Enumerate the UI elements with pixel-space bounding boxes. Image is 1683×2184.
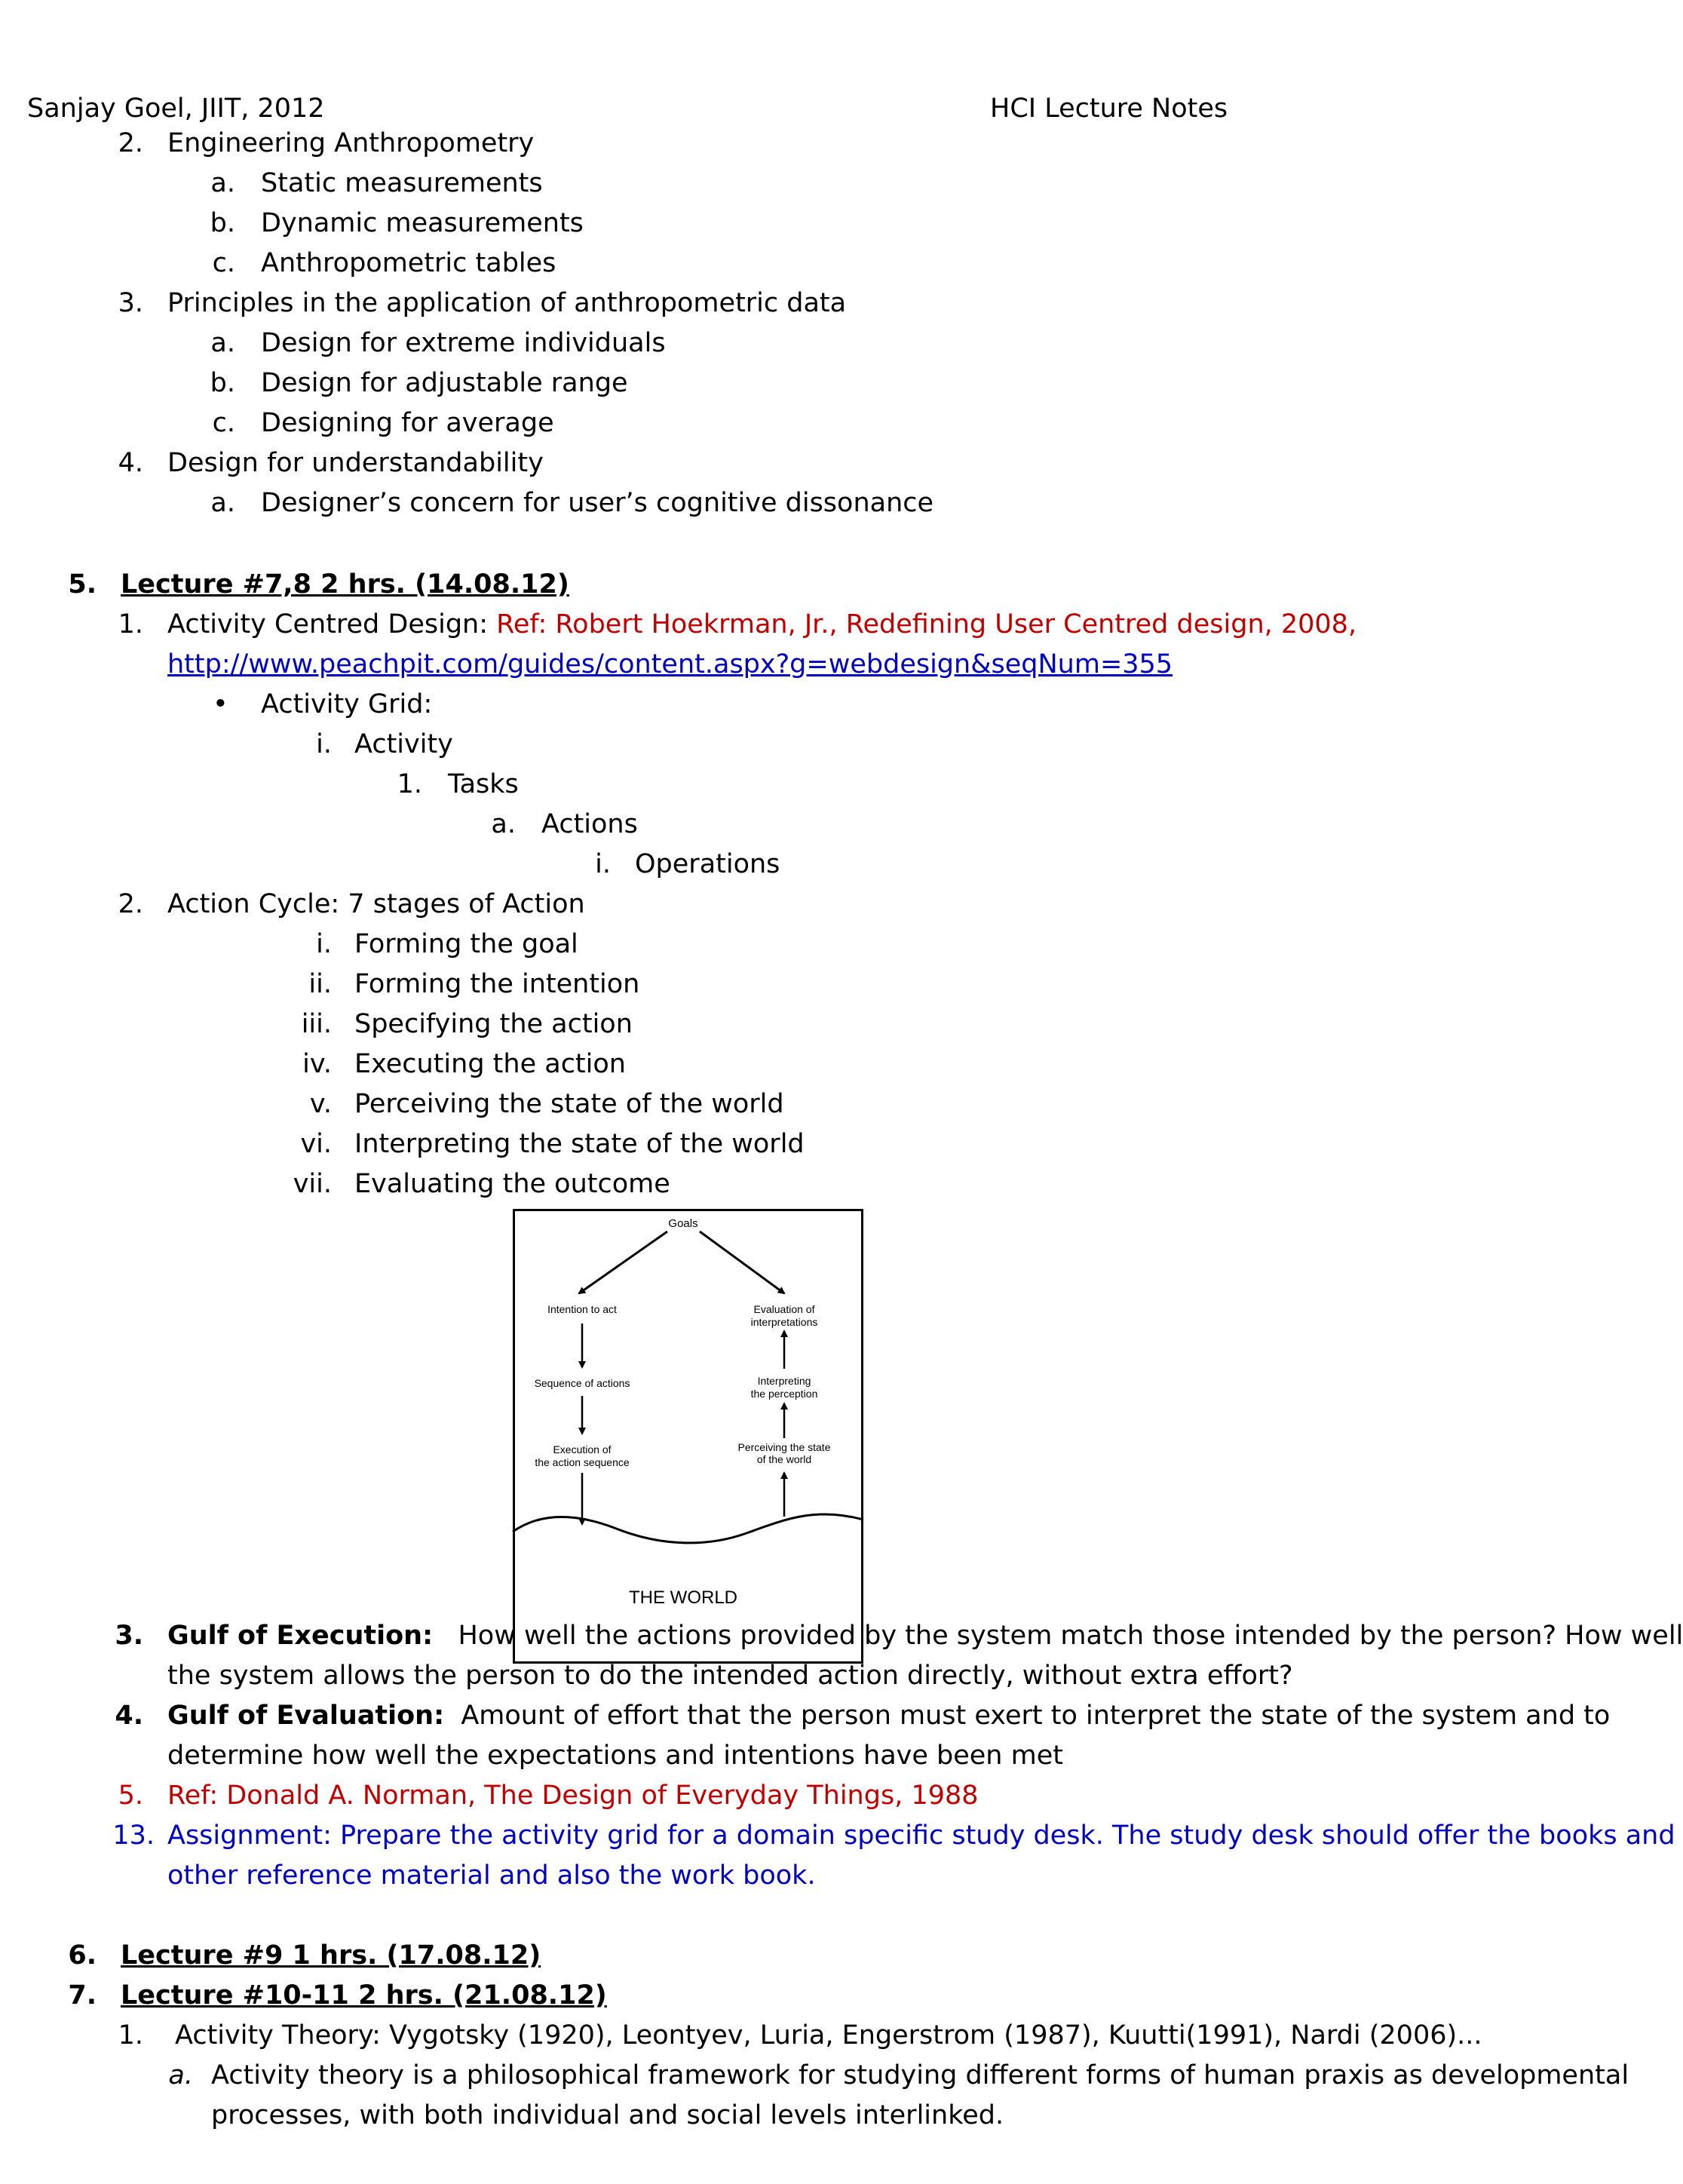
section-number: 5. (68, 569, 97, 600)
list-item (167, 1703, 1610, 1729)
world-boundary-curve (513, 1514, 863, 1543)
list-item: Action Cycle: 7 stages of Action (167, 889, 585, 919)
diagram-interpreting-label-1: Interpreting (757, 1375, 811, 1387)
list-item: Engineering Anthropometry (167, 128, 535, 158)
diagram-perceiving-label-1: Perceiving the state (737, 1441, 831, 1453)
list-item: Designing for average (261, 408, 554, 438)
list-number: a. (210, 168, 235, 198)
action-cycle-diagram (513, 1209, 863, 1614)
diagram-goals-label: Goals (668, 1217, 698, 1230)
list-item: Evaluating the outcome (354, 1169, 670, 1199)
list-number: 3. (115, 1621, 143, 1651)
list-item-continuation: processes, with both individual and social levels interlinked. (211, 2100, 1004, 2130)
list-number: c. (212, 248, 235, 278)
list-number: 4. (115, 1701, 143, 1731)
section-heading: Lecture #7,8 2 hrs. (14.08.12) (121, 569, 569, 600)
term-text: Amount of effort that the person must exert to interpret the state of the system and to (461, 1701, 1611, 1731)
diagram-sequence-label: Sequence of actions (534, 1377, 630, 1389)
diagram-perceiving-label-2: of the world (756, 1453, 812, 1465)
arrow-goals-to-evaluation (700, 1232, 784, 1293)
list-number: b. (210, 208, 235, 238)
list-item (167, 1623, 1683, 1649)
bullet-icon: • (213, 689, 228, 719)
list-number: 13. (112, 1821, 155, 1851)
list-number: ii. (308, 969, 332, 999)
list-number: 3. (118, 288, 143, 318)
list-item: Design for adjustable range (261, 368, 628, 398)
list-item: Principles in the application of anthropometric data (167, 288, 847, 318)
list-item: Activity Theory: Vygotsky (1920), Leontyev, Luria, Engerstrom (1987), Kuutti(1991), Nardi (2006)... (175, 2020, 1482, 2051)
list-item: Design for understandability (167, 448, 544, 478)
list-item-continuation: determine how well the expectations and intentions have been met (167, 1741, 1063, 1771)
list-item: Forming the intention (354, 969, 640, 999)
list-item: Perceiving the state of the world (354, 1089, 784, 1119)
diagram-execution-label-1: Execution of (553, 1443, 612, 1455)
list-item: Executing the action (354, 1049, 626, 1079)
list-item: Activity theory is a philosophical framework for studying different forms of human praxis as developmental (211, 2060, 1629, 2090)
header-left: Sanjay Goel, JIIT, 2012 (27, 94, 325, 124)
list-number: 1. (397, 769, 422, 799)
list-item: Design for extreme individuals (261, 328, 666, 358)
list-number: v. (309, 1089, 332, 1119)
diagram-execution-label-2: the action sequence (535, 1456, 630, 1468)
list-item: Forming the goal (354, 929, 578, 959)
list-number: i. (595, 849, 611, 879)
assignment-text: Assignment: Prepare the activity grid for a domain specific study desk. The study desk should offer the books and (167, 1821, 1675, 1851)
list-number: iii. (301, 1009, 332, 1039)
list-item: Static measurements (261, 168, 543, 198)
list-item: Actions (541, 809, 638, 839)
list-item: Operations (635, 849, 780, 879)
diagram-intention-label: Intention to act (547, 1303, 617, 1315)
diagram-evaluation-label-1: Evaluation of (753, 1303, 815, 1315)
list-number: i. (316, 929, 332, 959)
diagram-evaluation-label-2: interpretations (750, 1316, 818, 1328)
list-number: a. (168, 2060, 193, 2090)
section-heading: Lecture #10-11 2 hrs. (21.08.12) (121, 1980, 607, 2011)
list-number: vii. (293, 1169, 332, 1199)
item-label: Activity Centred Design: (167, 609, 497, 640)
list-number: 2. (118, 128, 143, 158)
list-item: Activity (354, 729, 453, 759)
list-number: a. (210, 488, 235, 518)
section-number: 7. (68, 1980, 97, 2011)
term-label: Gulf of Execution: (167, 1621, 434, 1651)
section-number: 6. (68, 1940, 97, 1971)
reference-text: Ref: Donald A. Norman, The Design of Everyday Things, 1988 (167, 1781, 979, 1811)
list-number: 1. (118, 2020, 143, 2051)
list-number: vi. (300, 1129, 332, 1159)
list-item: Activity Grid: (261, 689, 433, 719)
term-text: How well the actions provided by the system match those intended by the person? How well (458, 1621, 1683, 1651)
list-item: Anthropometric tables (261, 248, 556, 278)
list-number: a. (210, 328, 235, 358)
list-number: a. (491, 809, 516, 839)
list-number: 4. (118, 448, 143, 478)
header-right: HCI Lecture Notes (990, 94, 1228, 124)
diagram-world-label: THE WORLD (629, 1587, 737, 1608)
reference-link[interactable]: http://www.peachpit.com/guides/content.aspx?g=webdesign&seqNum=355 (167, 649, 1173, 679)
list-number: b. (210, 368, 235, 398)
list-item: Specifying the action (354, 1009, 633, 1039)
list-item: Dynamic measurements (261, 208, 584, 238)
reference-text: Ref: Robert Hoekrman, Jr., Redefining User Centred design, 2008, (496, 609, 1357, 640)
section-heading: Lecture #9 1 hrs. (17.08.12) (121, 1940, 541, 1971)
list-number: 5. (118, 1781, 143, 1811)
list-item: Tasks (448, 769, 519, 799)
arrow-goals-to-intention (579, 1232, 667, 1293)
list-item: Designer’s concern for user’s cognitive dissonance (261, 488, 934, 518)
list-number: i. (316, 729, 332, 759)
list-number: iv. (302, 1049, 332, 1079)
list-number: c. (212, 408, 235, 438)
list-item-continuation: the system allows the person to do the intended action directly, without extra effort? (167, 1661, 1293, 1691)
term-label: Gulf of Evaluation: (167, 1701, 445, 1731)
list-item (167, 609, 1357, 640)
assignment-text-continuation: other reference material and also the work book. (167, 1860, 816, 1891)
diagram-interpreting-label-2: the perception (750, 1388, 818, 1400)
list-number: 1. (118, 609, 143, 640)
list-item: Interpreting the state of the world (354, 1129, 805, 1159)
list-number: 2. (118, 889, 143, 919)
